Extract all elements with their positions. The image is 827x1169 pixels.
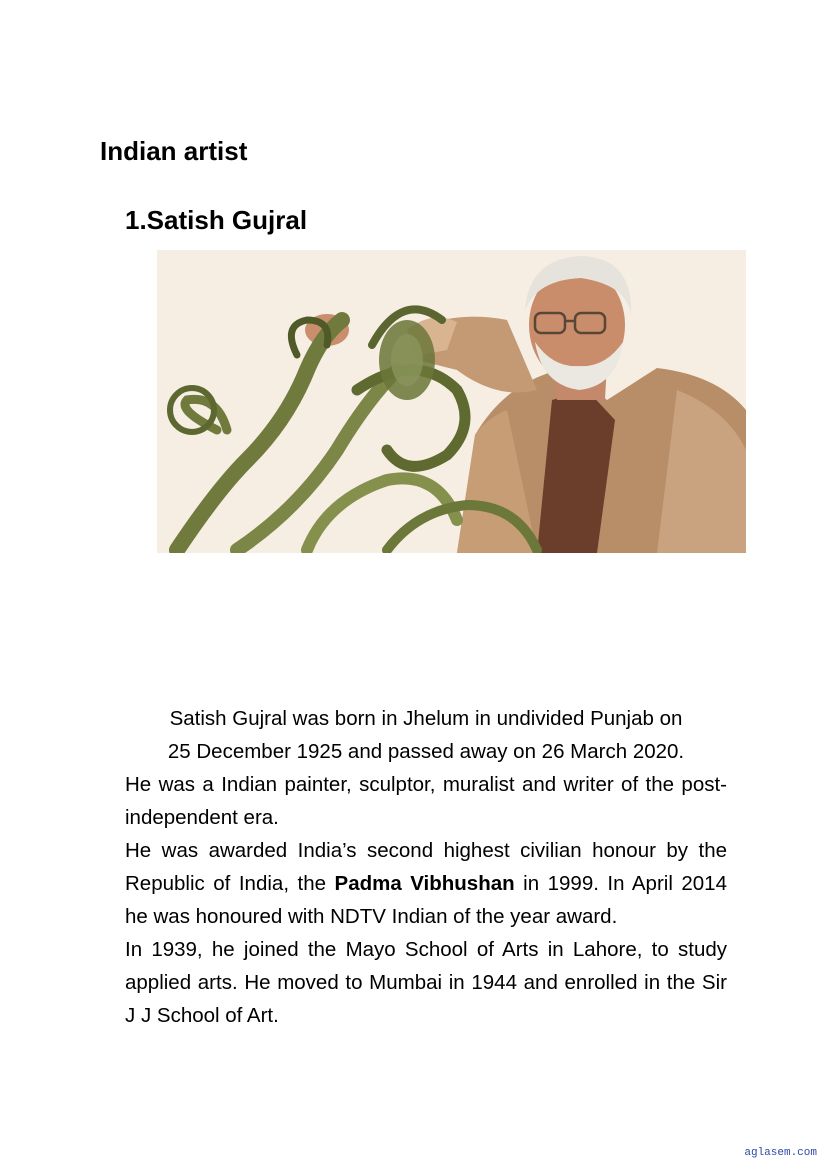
padma-vibhushan-emphasis: Padma Vibhushan	[334, 872, 515, 895]
awards-text-start: He was awarded India’s second highest civilian honour by the Republic of India, the	[125, 839, 727, 895]
biography-text	[125, 702, 727, 1032]
awards-text-end: in 1999. In April 2014 he was honoured with NDTV Indian of the year award.	[125, 872, 727, 928]
artist-heading: 1.Satish Gujral	[125, 205, 308, 235]
bio-paragraph-education: In 1939, he joined the Mayo School of Arts in Lahore, to study applied arts. He moved to Mumbai in 1944 and enrolled in the Sir J J School of Art.	[125, 938, 727, 1027]
bio-paragraph-profession: He was a Indian painter, sculptor, muralist and writer of the post-independent era.	[125, 773, 727, 829]
artist-photo	[157, 250, 746, 553]
page-heading: Indian artist	[100, 136, 248, 166]
bio-line-birth: Satish Gujral was born in Jhelum in undivided Punjab on	[169, 707, 683, 730]
bio-paragraph-awards	[125, 834, 727, 933]
watermark: aglasem.com	[744, 1147, 817, 1159]
bio-line-dates: 25 December 1925 and passed away on 26 March 2020.	[167, 740, 685, 763]
